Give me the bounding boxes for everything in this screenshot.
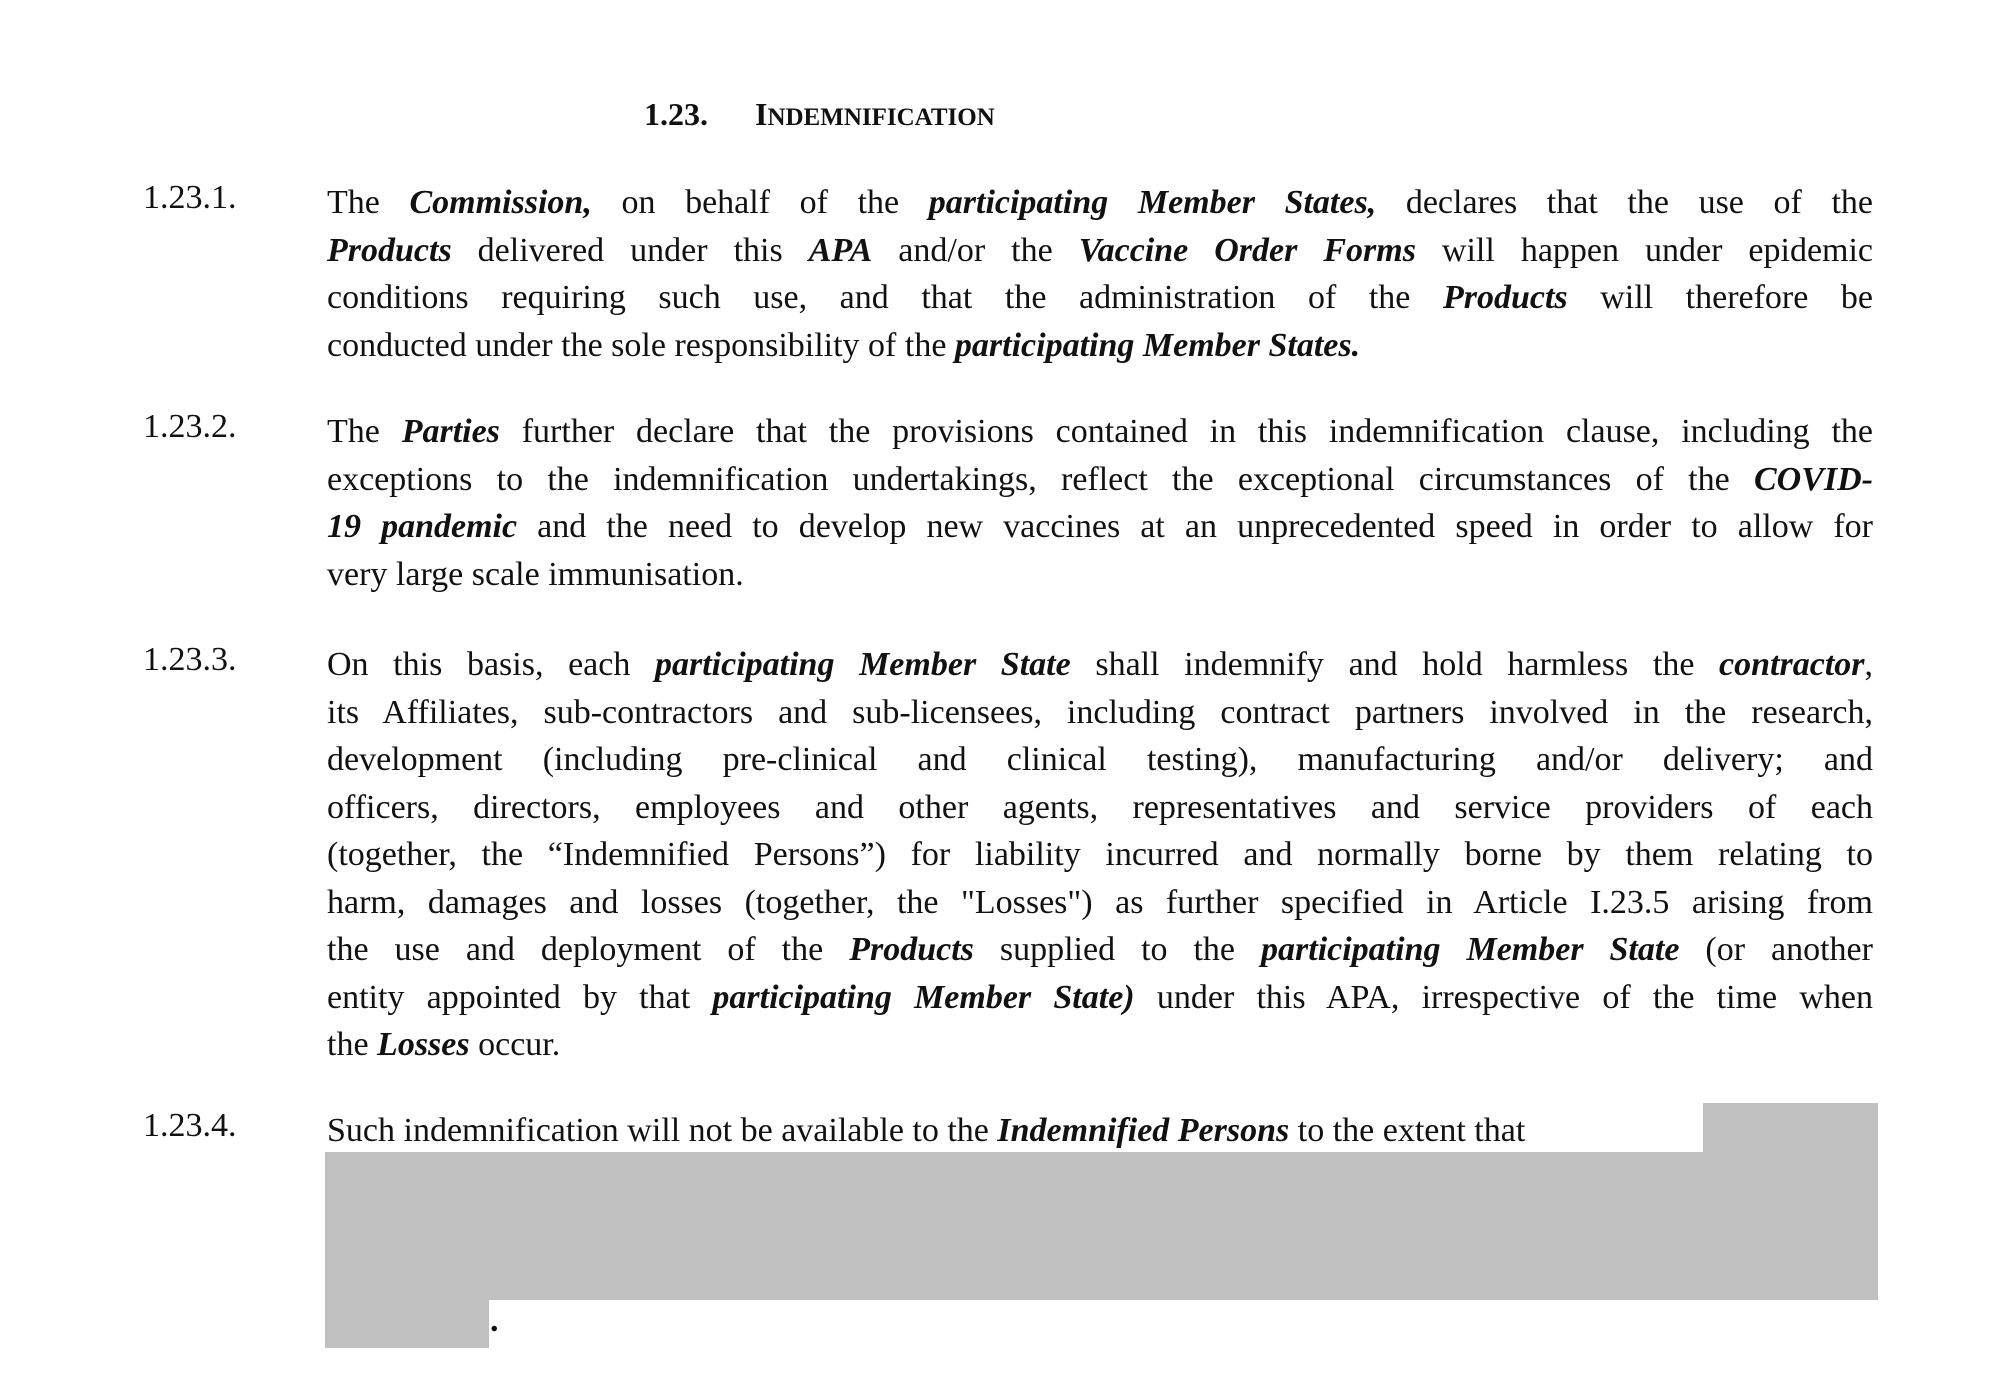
clause-number: 1.23.1. (143, 179, 237, 216)
text-line (327, 227, 1873, 275)
text-run: declares that the use of the (1376, 184, 1874, 221)
defined-term: Products (849, 931, 974, 968)
defined-term: contractor (1719, 646, 1865, 683)
text-run: under this APA, irrespective of the time when (1134, 978, 1873, 1016)
text-run: will therefore be (1567, 279, 1873, 316)
defined-term: participating Member States, (928, 184, 1377, 221)
text-run: entity appointed by that (327, 978, 713, 1016)
text-run: and/or the (872, 231, 1079, 269)
section-heading (644, 96, 995, 133)
section-title-initial: I (755, 96, 768, 132)
text-run: , (1864, 646, 1873, 683)
defined-term: APA (808, 231, 873, 269)
text-run: officers, directors, employees and other agents, representatives and service providers of each (327, 788, 1873, 826)
section-title-rest: NDEMNIFICATION (767, 104, 995, 131)
clause-number: 1.23.4. (143, 1107, 237, 1144)
text-run: Such indemnification will not be available to the (327, 1112, 998, 1149)
defined-term: participating Member State) (712, 978, 1135, 1016)
clause-text (327, 408, 1873, 598)
text-line (327, 879, 1873, 927)
text-run: further declare that the provisions contained in this indemnification clause, including the (499, 413, 1874, 450)
text-run: exceptions to the indemnification undertakings, reflect the exceptional circumstances of the (327, 460, 1754, 498)
defined-term: participating Member States. (954, 326, 1361, 364)
redaction-block (1703, 1103, 1878, 1155)
text-run: The (327, 413, 402, 450)
text-line (327, 322, 1873, 370)
text-line (327, 736, 1873, 784)
defined-term: Indemnified Persons (997, 1112, 1290, 1149)
text-run: its Affiliates, sub-contractors and sub-licensees, including contract partners involved in the research, (327, 693, 1873, 731)
text-line (327, 456, 1873, 504)
text-run: to the extent that (1289, 1112, 1526, 1149)
defined-term: COVID- (1753, 460, 1873, 498)
text-line (327, 784, 1873, 832)
text-run: development (including pre-clinical and clinical testing), manufacturing and/or delivery; and (327, 741, 1873, 778)
text-run: supplied to the (973, 931, 1262, 968)
clause-text (327, 641, 1873, 1069)
text-line (327, 503, 1873, 551)
text-run: harm, damages and losses (together, the "Losses") as further specified in Article I.23.5 arising from (327, 883, 1873, 921)
text-line (327, 926, 1873, 974)
clause-number: 1.23.2. (143, 408, 237, 445)
defined-term: Parties (401, 413, 500, 450)
redaction-block (325, 1152, 1878, 1300)
text-run: The (327, 184, 410, 221)
text-run: the use and deployment of the (327, 931, 850, 968)
text-line (327, 179, 1873, 227)
text-line (327, 274, 1873, 322)
text-run: the (327, 1026, 378, 1063)
defined-term: Products (1442, 279, 1568, 316)
text-run: delivered under this (451, 231, 809, 269)
text-line (327, 974, 1873, 1022)
text-line (327, 551, 1873, 599)
text-line (327, 1021, 1873, 1069)
clause-trailing-period: . (490, 1302, 499, 1339)
defined-term: Losses (377, 1026, 470, 1063)
text-line (327, 831, 1873, 879)
text-line (327, 689, 1873, 737)
text-line (327, 641, 1873, 689)
text-run: On this basis, each (327, 646, 655, 683)
text-run: and the need to develop new vaccines at an unprecedented speed in order to allow for (517, 508, 1874, 545)
text-run: shall indemnify and hold harmless the (1070, 646, 1720, 683)
redaction-block (325, 1298, 489, 1348)
text-line (327, 408, 1873, 456)
clause-number: 1.23.3. (143, 641, 237, 678)
text-run: occur. (469, 1026, 561, 1063)
section-number: 1.23. (644, 96, 708, 132)
text-run: (or another (1679, 931, 1873, 968)
text-run: conditions requiring such use, and that the administration of the (327, 279, 1443, 316)
text-run: conducted under the sole responsibility of the (327, 326, 955, 364)
clause-text (327, 1107, 1697, 1155)
text-run: very large scale immunisation. (327, 555, 744, 593)
text-line (327, 1107, 1697, 1155)
defined-term: Vaccine Order Forms (1078, 231, 1416, 269)
text-run: on behalf of the (591, 184, 929, 221)
defined-term: 19 pandemic (327, 508, 518, 545)
clause-text (327, 179, 1873, 369)
defined-term: Commission, (409, 184, 592, 221)
defined-term: participating Member State (1261, 931, 1680, 968)
text-run: (together, the “Indemnified Persons”) for liability incurred and normally borne by them relating to (327, 836, 1873, 873)
defined-term: participating Member State (654, 646, 1071, 683)
text-run: will happen under epidemic (1415, 231, 1874, 269)
defined-term: Products (327, 231, 452, 269)
